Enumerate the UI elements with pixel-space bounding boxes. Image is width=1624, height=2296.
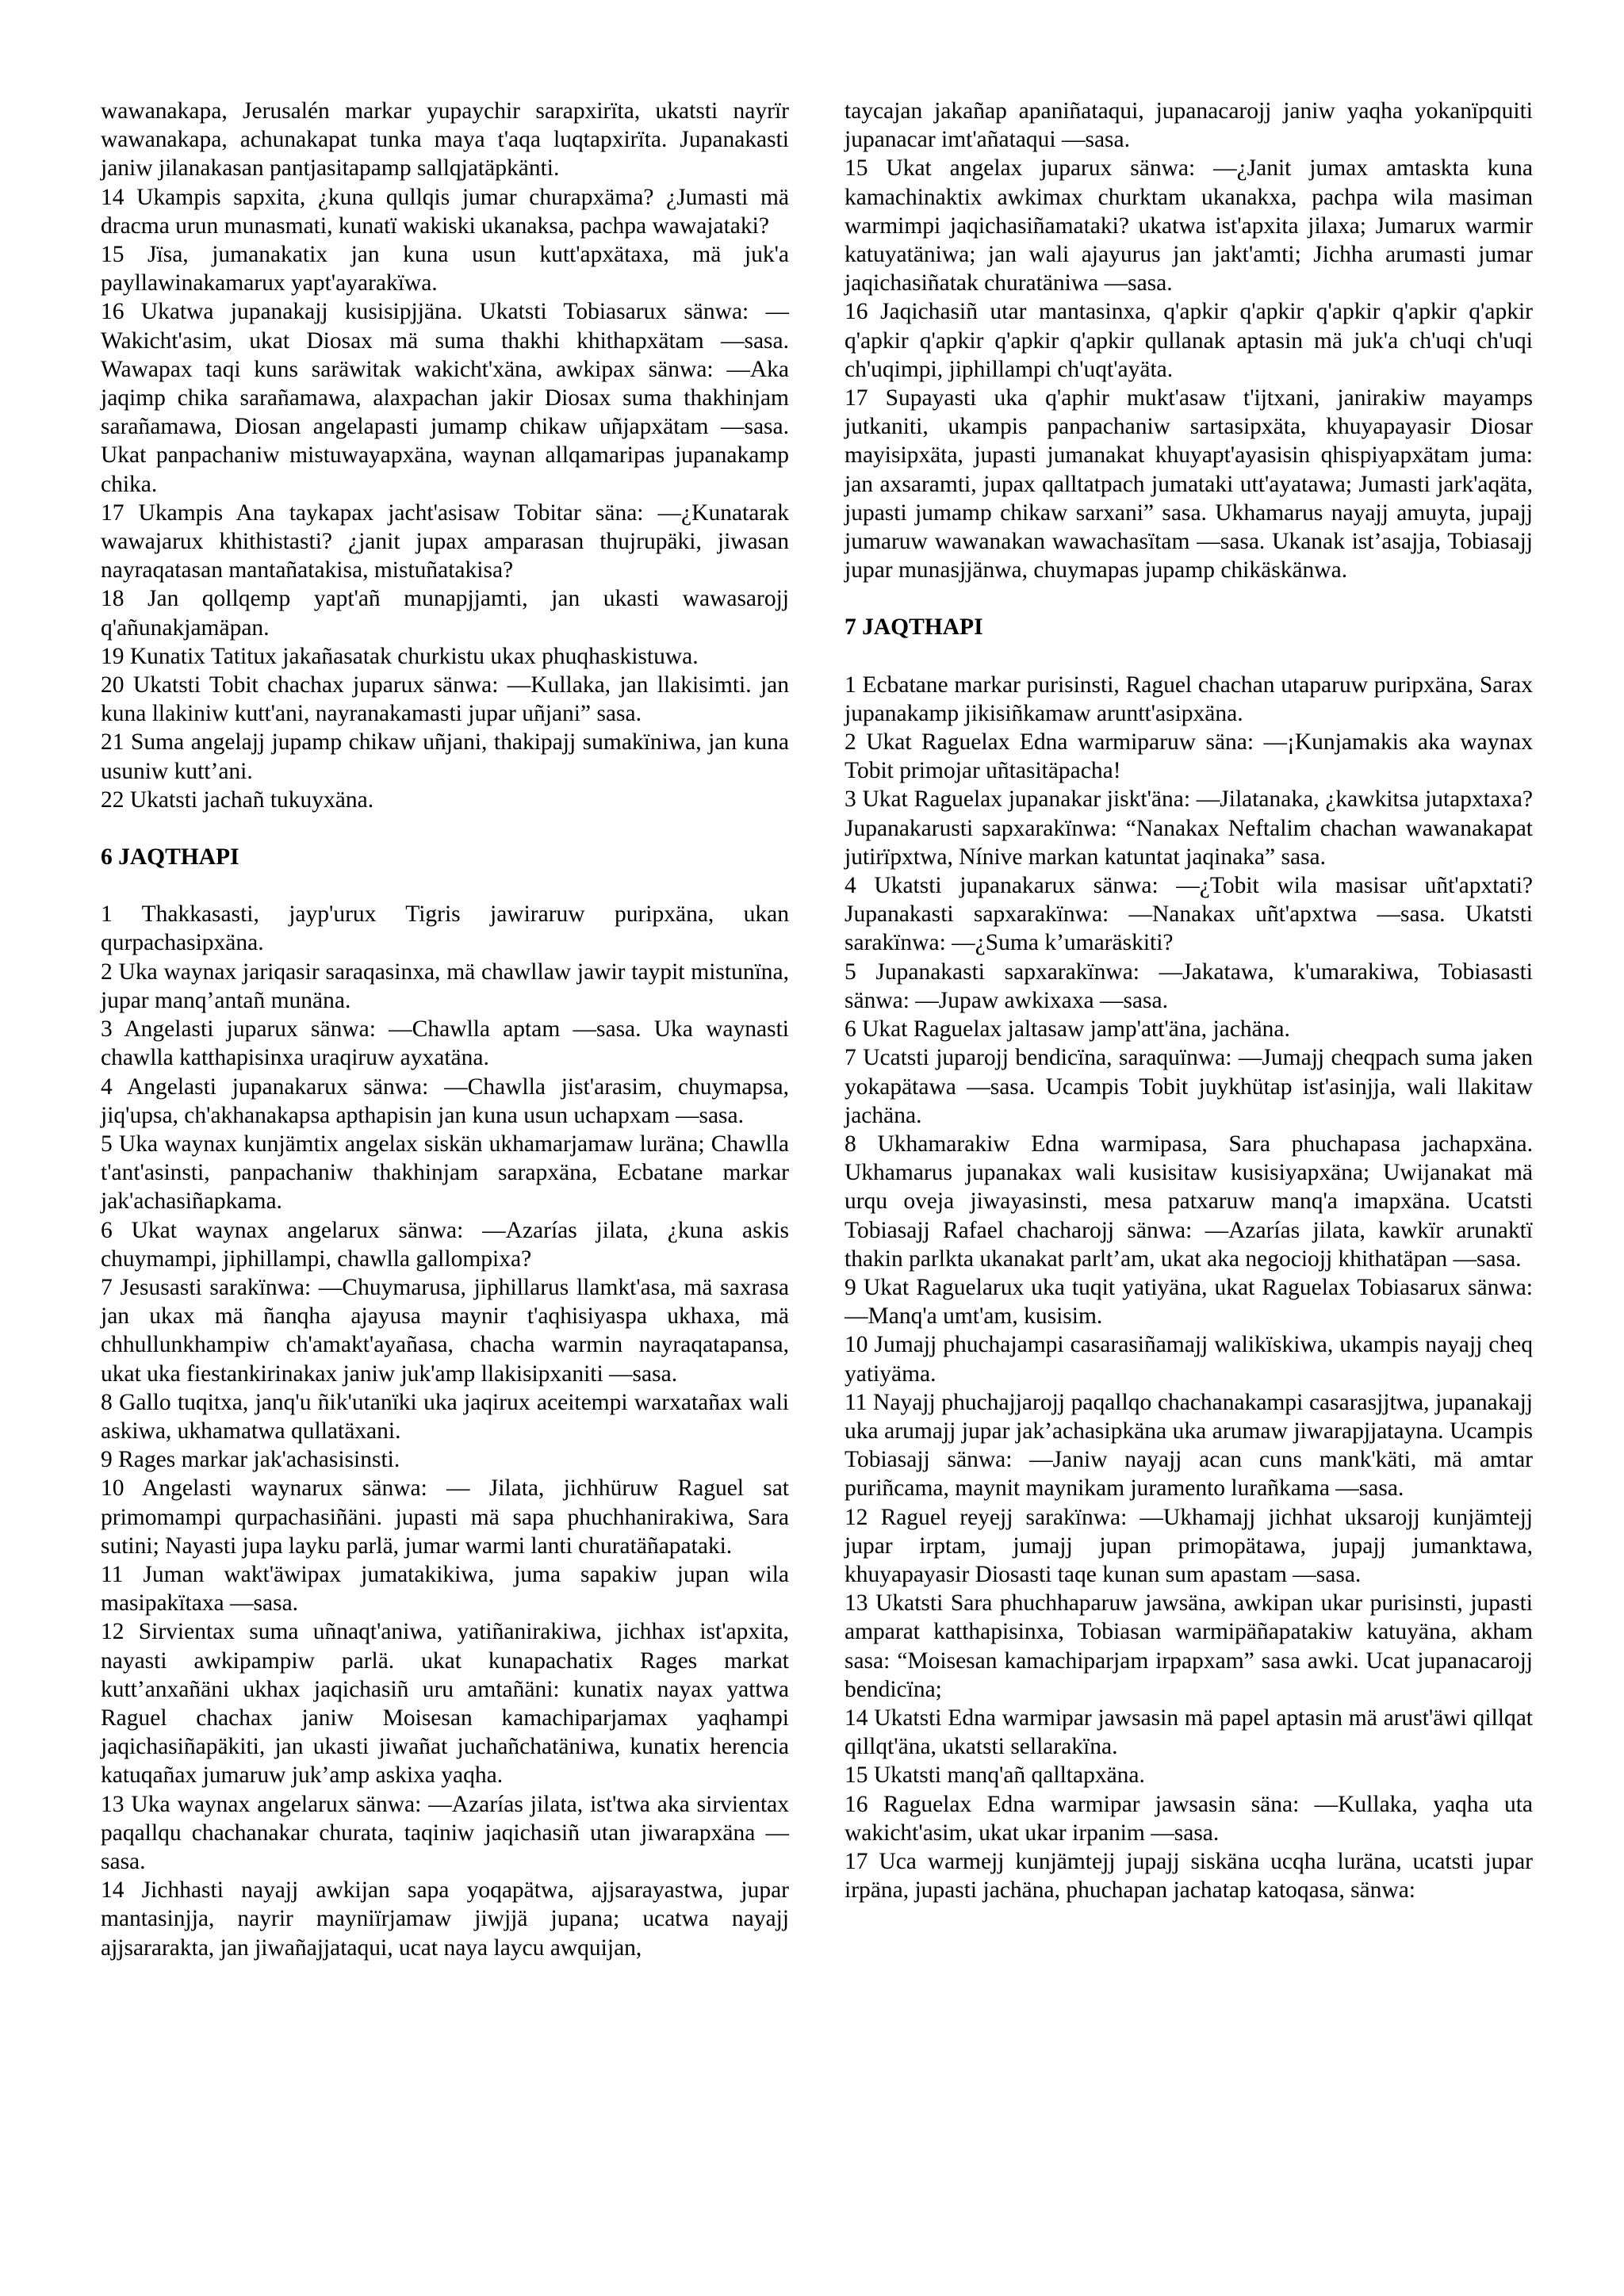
- verse-paragraph: 4 Angelasti jupanakarux sänwa: —Chawlla jist'arasim, chuymapsa, jiq'upsa, ch'akhanakapsa apthapisin jan kuna usun uchapxam —sasa.: [101, 1073, 789, 1128]
- verse-paragraph: 11 Juman wakt'äwipax jumatakikiwa, juma sapakiw jupan wila masipakïtaxa —sasa.: [101, 1561, 789, 1617]
- verse-paragraph: 13 Uka waynax angelarux sänwa: —Azarías jilata, ist'twa aka sirvientax paqallqu chachanakar churata, taqiniw jaqichasiñ utan jiwarapxäna —sasa.: [101, 1791, 789, 1874]
- verse-paragraph: 8 Ukhamarakiw Edna warmipasa, Sara phuchapasa jachapxäna. Ukhamarus jupanakax wali kusisitaw kusisiyapxäna; Uwijanakat mä urqu oveja jiwayasinsti, mesa patxaruw manq'a imapxäna. Ucatsti Tobiasajj Rafael chacharojj sänwa: —Azarías jilata, kawkïr arunaktï thakin parlkta ukanakat parlt’am, ukat aka negociojj khithatäpan —sasa.: [845, 1131, 1533, 1272]
- verse-paragraph: 16 Ukatwa jupanakajj kusisipjjäna. Ukatsti Tobiasarux sänwa: —Wakicht'asim, ukat Diosax mä suma thakhi khithapxätam —sasa. Wawapax taqi kuns saräwitak wakicht'xäna, awkipax sänwa: —Aka jaqimp chika sarañamawa, alaxpachan jakir Diosax suma thakhinjam sarañamawa, Diosan angelapasti jumamp chikaw uñjapxätam —sasa. Ukat panpachaniw mistuwayapxäna, waynan allqamaripas jupanakamp chika.: [101, 299, 789, 497]
- verse-paragraph: 1 Thakkasasti, jayp'urux Tigris jawiraruw puripxäna, ukan qurpachasipxäna.: [101, 901, 789, 956]
- verse-paragraph: 8 Gallo tuqitxa, janq'u ñik'utanïki uka jaqirux aceitempi warxatañax wali askiwa, ukhamatwa qullatäxani.: [101, 1389, 789, 1444]
- verse-paragraph: 13 Ukatsti Sara phuchhaparuw jawsäna, awkipan ukar purisinsti, jupasti amparat katthapisinxa, Tobiasan warmipäñapatakiw katuyäna, akham sasa: “Moisesan kamachiparjam irpapxam” sasa awki. Ucat jupanacarojj bendicïna;: [845, 1590, 1533, 1702]
- verse-paragraph: 17 Supayasti uka q'aphir mukt'asaw t'ijtxani, janirakiw mayamps jutkaniti, ukampis panpachaniw sartasipxäta, khuyapayasir Diosar mayisipxäta, jupasti jumanakat khuyapt'ayasisin qhispiyapxätam juma: jan axsaramti, jupax qalltatpach jumataki utt'ayatawa; Jumasti jark'aqäta, jupasti jumamp chikaw sarxani” sasa. Ukhamarus nayajj amuyta, jupajj jumaruw wawanakan wawachasïtam —sasa. Ukanak ist’asajja, Tobiasajj jupar munasjjänwa, chuymapas jupamp chikäskänwa.: [845, 385, 1533, 584]
- verse-paragraph: 10 Angelasti waynarux sänwa: — Jilata, jichhüruw Raguel sat primomampi qurpachasiñäni. jupasti mä sapa phuchhanirakiwa, Sara sutini; Nayasti jupa layku parlä, jumar warmi lanti churatäñapataki.: [101, 1475, 789, 1559]
- chapter-heading: 7 JAQTHAPI: [845, 614, 983, 641]
- verse-paragraph: 20 Ukatsti Tobit chachax juparux sänwa: —Kullaka, jan llakisimti. jan kuna llakiniw kutt'ani, nayranakamasti jupar uñjani” sasa.: [101, 672, 789, 727]
- verse-paragraph: 6 Ukat waynax angelarux sänwa: —Azarías jilata, ¿kuna askis chuymampi, jiphillampi, chawlla gallompixa?: [101, 1217, 789, 1272]
- verse-paragraph: 6 Ukat Raguelax jaltasaw jamp'att'äna, jachäna.: [845, 1016, 1290, 1043]
- verse-paragraph: 9 Rages markar jak'achasisinsti.: [101, 1447, 400, 1473]
- verse-paragraph: 11 Nayajj phuchajjarojj paqallqo chachanakampi casarasjjtwa, jupanakajj uka arumajj jupar jak’achasipkäna uka arumaw jiwarapjjatayna. Ucampis Tobiasajj sänwa: —Janiw nayajj acan cuns mank'käti, mä amtar puriñcama, maynit maynikam juramento lurañkama —sasa.: [845, 1389, 1533, 1502]
- left-column: [101, 97, 789, 1962]
- verse-paragraph: 16 Jaqichasiñ utar mantasinxa, q'apkir q'apkir q'apkir q'apkir q'apkir q'apkir q'apkir q'apkir q'apkir qullanak aptasin mä juk'a ch'uqi ch'uqi ch'uqimpi, jiphillampi ch'uqt'ayäta.: [845, 299, 1533, 382]
- verse-paragraph: 2 Uka waynax jariqasir saraqasinxa, mä chawllaw jawir taypit mistunïna, jupar manq’antañ munäna.: [101, 959, 789, 1013]
- verse-paragraph: 2 Ukat Raguelax Edna warmiparuw säna: —¡Kunjamakis aka waynax Tobit primojar uñtasitäpacha!: [845, 729, 1533, 784]
- verse-paragraph: 15 Jïsa, jumanakatix jan kuna usun kutt'apxätaxa, mä juk'a payllawinakamarux yapt'ayarakïwa.: [101, 242, 789, 297]
- verse-paragraph: 7 Jesusasti sarakïnwa: —Chuymarusa, jiphillarus llamkt'asa, mä saxrasa jan ukax mä ñanqha ajayusa maynir t'aqhisiyaspa ukhaxa, mä chhullunkhampiw ch'amakt'ayañasa, chacha warmin nayraqatapansa, ukat uka fiestankirinakax janiw juk'amp llakisipxaniti —sasa.: [101, 1274, 789, 1387]
- verse-paragraph: 18 Jan qollqemp yapt'añ munapjjamti, jan ukasti wawasarojj q'añunakjamäpan.: [101, 586, 789, 641]
- verse-paragraph: 14 Jichhasti nayajj awkijan sapa yoqapätwa, ajjsarayastwa, jupar mantasinjja, nayrir mayniïrjamaw jiwjjä jupana; ucatwa nayajj ajjsararakta, jan jiwañajjataqui, ucat naya laycu awquijan,: [101, 1877, 789, 1961]
- verse-paragraph: 15 Ukat angelax juparux sänwa: —¿Janit jumax amtaskta kuna kamachinaktix awkimax churktam ukanakxa, pachpa wila masiman warmimpi jaqichasiñamataki? ukatwa ist'apxita jilaxa; Jumarux warmir katuyatäniwa; jan wali ajayurus jan jakt'amti; Jichha arumasti jumar jaqichasiñatak churatäniwa —sasa.: [845, 155, 1533, 297]
- verse-paragraph: 14 Ukampis sapxita, ¿kuna qullqis jumar churapxäma? ¿Jumasti mä dracma urun munasmati, kunatï wakiski ukanaksa, pachpa wawajataki?: [101, 184, 789, 239]
- verse-paragraph: 17 Uca warmejj kunjämtejj jupajj siskäna ucqha luräna, ucatsti jupar irpäna, jupasti jachäna, phuchapan jachatap katoqasa, sänwa:: [845, 1848, 1533, 1904]
- verse-paragraph: 4 Ukatsti jupanakarux sänwa: —¿Tobit wila masisar uñt'apxtati? Jupanakasti sapxarakïnwa: —Nanakax uñt'apxtwa —sasa. Ukatsti sarakïnwa: —¿Suma k’umaräskiti?: [845, 873, 1533, 956]
- verse-paragraph: 21 Suma angelajj jupamp chikaw uñjani, thakipajj sumakïniwa, jan kuna usuniw kutt’ani.: [101, 729, 789, 784]
- verse-paragraph: 14 Ukatsti Edna warmipar jawsasin mä papel aptasin mä arust'äwi qillqat qillqt'äna, ukatsti sellarakïna.: [845, 1705, 1533, 1760]
- verse-paragraph: 15 Ukatsti manq'añ qalltapxäna.: [845, 1762, 1145, 1789]
- verse-paragraph: 9 Ukat Raguelarux uka tuqit yatiyäna, ukat Raguelax Tobiasarux sänwa: —Manq'a umt'am, kusisim.: [845, 1274, 1533, 1330]
- verse-paragraph: 10 Jumajj phuchajampi casarasiñamajj walikïskiwa, ukampis nayajj cheq yatiyäma.: [845, 1332, 1533, 1387]
- verse-paragraph: 17 Ukampis Ana taykapax jacht'asisaw Tobitar säna: —¿Kunatarak wawajarux khithistasti? ¿janit jupax amparasan thujrupäki, jiwasan nayraqatasan mantañatakisa, mistuñatakisa?: [101, 499, 789, 584]
- verse-paragraph: 3 Ukat Raguelax jupanakar jiskt'äna: —Jilatanaka, ¿kawkitsa jutapxtaxa? Jupanakarusti sapxarakïnwa: “Nanakax Neftalim chachan wawanakapat jutirïpxtwa, Nínive markan katuntat jaqinaka” sasa.: [845, 786, 1533, 870]
- verse-paragraph: 3 Angelasti juparux sänwa: —Chawlla aptam —sasa. Uka waynasti chawlla katthapisinxa uraqiruw ayxatäna.: [101, 1016, 789, 1071]
- verse-paragraph: 19 Kunatix Tatitux jakañasatak churkistu ukax phuqhaskistuwa.: [101, 643, 699, 669]
- verse-paragraph: 5 Jupanakasti sapxarakïnwa: —Jakatawa, k'umarakiwa, Tobiasasti sänwa: —Jupaw awkixaxa —sasa.: [845, 959, 1533, 1013]
- verse-paragraph: 12 Sirvientax suma uñnaqt'aniwa, yatiñanirakiwa, jichhax ist'apxita, nayasti awkipampiw parlä. ukat kunapachatix Rages markat kutt’anxañäni ukhax jaqichasiñ uru amtañäni: kunatix nayax yattwa Raguel chachax janiw Moisesan kamachiparjamax yaqhampi jaqichasiñapäkiti, jan ukasti jiwañat juchañchatäniwa, kunatix herencia katuqañax jumaruw juk’amp askixa yaqha.: [101, 1619, 789, 1789]
- verse-paragraph: taycajan jakañap apaniñataqui, jupanacarojj janiw yaqha yokanïpquiti jupanacar imt'añataqui —sasa.: [845, 98, 1533, 153]
- right-column: [845, 97, 1533, 1904]
- verse-paragraph: 1 Ecbatane markar purisinsti, Raguel chachan utaparuw puripxäna, Sarax jupanakamp jikisiñkamaw aruntt'asipxäna.: [845, 672, 1533, 726]
- verse-paragraph: 7 Ucatsti juparojj bendicïna, saraquïnwa: —Jumajj cheqpach suma jaken yokapätawa —sasa. Ucampis Tobit juykhütap ist'asinjja, wali llakitaw jachäna.: [845, 1045, 1533, 1128]
- verse-paragraph: wawanakapa, Jerusalén markar yupaychir sarapxirïta, ukatsti nayrïr wawanakapa, achunakapat tunka maya t'aqa luqtapxirïta. Jupanakasti janiw jilanakasan pantjasitapamp sallqjatäpkänti.: [101, 98, 789, 182]
- verse-paragraph: 22 Ukatsti jachañ tukuyxäna.: [101, 786, 374, 813]
- chapter-heading: 6 JAQTHAPI: [101, 844, 239, 871]
- verse-paragraph: 16 Raguelax Edna warmipar jawsasin säna: —Kullaka, yaqha uta wakicht'asim, ukat ukar irpanim —sasa.: [845, 1791, 1533, 1846]
- verse-paragraph: 12 Raguel reyejj sarakïnwa: —Ukhamajj jichhat uksarojj kunjämtejj jupar irptam, jumajj jupan primopätawa, jupajj jumanktawa, khuyapayasir Diosasti taqe kunan sum apastam —sasa.: [845, 1504, 1533, 1587]
- verse-paragraph: 5 Uka waynax kunjämtix angelax siskän ukhamarjamaw luräna; Chawlla t'ant'asinsti, panpachaniw thakhinjam sarapxäna, Ecbatane markar jak'achasiñapkama.: [101, 1131, 789, 1215]
